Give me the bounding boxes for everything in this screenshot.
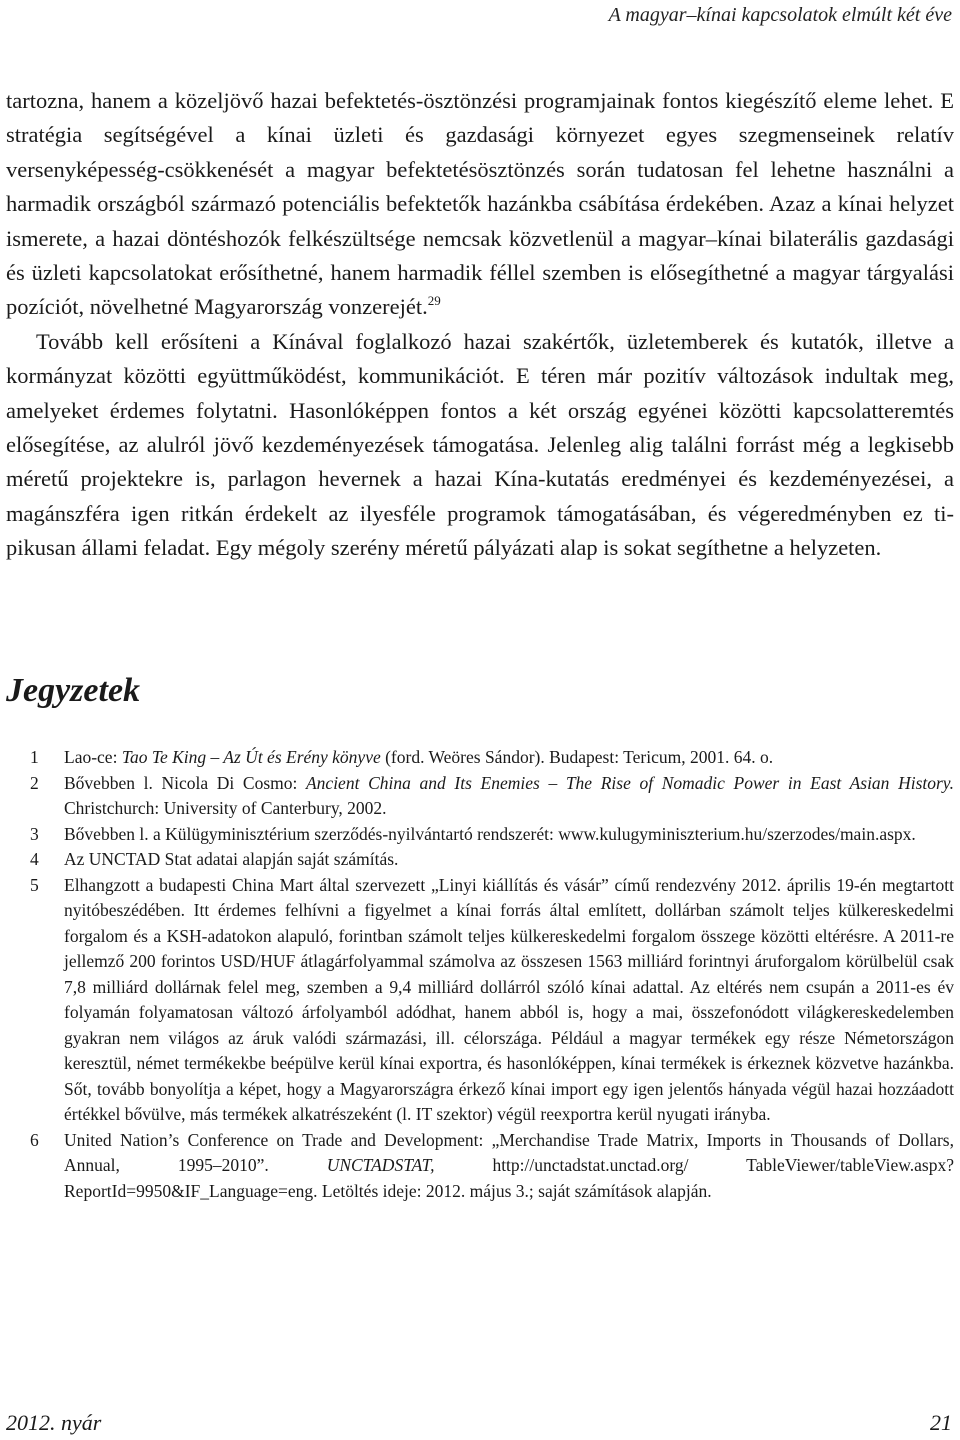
- page-number: 21: [930, 1410, 952, 1435]
- paragraph-2: Tovább kell erősíteni a Kínával foglalkozó hazai szakértők, üzletemberek és kutatók, illetve a kormányzat közötti együttműködést, kommunikációt. E téren már pozitív változások indultak meg, amelyeket érdemes folytatni. Hasonlóképpen fontos a két ország egyénei közötti kapcsolatteremtés elősegítése, az alulról jövő kezdeményezések támogatása. Jelenleg alig találni forrást még a legkisebb méretű projektekre is, parlagon hevernek a hazai Kína-kutatás eredményei és kezdeményezései, a magánszféra igen ritkán érdekelt az ilyesféle programok támogatásában, és végeredményben ez tipikusan állami feladat. Egy mégoly szerény méretű pályázati alap is sokat segíthetne a helyzeten.: [6, 328, 954, 561]
- note-text-plain: (ford. Weöres Sándor). Budapest: Tericum, 2001. 64. o.: [380, 747, 774, 767]
- note-number: 5: [30, 874, 39, 895]
- note-text-plain: Az UNCTAD Stat adatai alapján saját számítás.: [64, 849, 399, 869]
- note-text-plain: United Nation’s Conference on Trade and Development: „Merchandise Trade Matrix, Imports in Thousands of Dollars, Annual, 1995–2010”.: [64, 1129, 954, 1175]
- note-number: 1: [30, 747, 39, 767]
- note-text: [64, 873, 954, 1128]
- note-1: [6, 745, 954, 771]
- note-text-plain: Elhangzott a budapesti China Mart által szervezett „Linyi kiállítás és vásár” című rendezvény 2012. április 19-én megtartott nyitóbeszédében. Itt érdemes felhívni a figyelmet a kínai forrás által említett, dollárban számolt teljes külkereskedelmi forgalom és a KSH-adatokon alapuló, forintban számolt teljes külkereskedelmi forgalom összege közötti eltérésre. A 2011-re jellemző 200 forintos USD/HUF átlagárfolyammal számolva az összesen 1563 milliárd forintnyi áruforgalom körülbelül csak 7,8 milliárd dollárnak felel meg, szemben a 9,4 milliárd dollárról szóló kínai adattal. Az eltérés nem csupán a 2011-es év folyamán folyamatosan változó árfolyamból adódhat, hanem abból is, hogy a mai, összefonódott világkereskedelemben gyakran nem világos az áruk valódi származási, ill. célországa. Például a magyar termékek egy része Németországon keresztül, német termékekbe beépülve kerül kínai exportra, és hasonlóképpen, kínai termékek is érkeznek közvetve hazánkba. Sőt, tovább bonyolítja a képet, hogy a Magyarországra érkező kínai import egy igen jelentős hányada végül hazai hozzáadott értékkel bővülve, más termékek alkatrészeként (l. IT szektor) végül reexportra kerül nyugati irányba.: [64, 874, 954, 1124]
- note-text-italic: Ancient China and Its Enemies – The Rise of Nomadic Power in East Asian History.: [305, 772, 954, 793]
- note-text: [64, 822, 954, 848]
- note-5: [6, 873, 954, 1128]
- note-text-plain: Christchurch: University of Canterbury, 2002.: [64, 798, 387, 818]
- running-head: A magyar–kínai kapcsolatok elmúlt két éve: [608, 4, 952, 26]
- note-text-italic: UNCTADSTAT,: [326, 1155, 435, 1175]
- note-text-italic: Tao Te King – Az Út és Erény könyve: [121, 747, 381, 767]
- note-number: 2: [30, 772, 39, 793]
- note-text-plain: http://unctadstat.unctad.org/ TableViewer/tableView.aspx?ReportId=9950&IF_Language=eng. Letöltés ideje: 2012. május 3.; saját számítások alapján.: [64, 1155, 954, 1201]
- body-text: [6, 84, 954, 566]
- note-text-plain: Bővebben l. Nicola Di Cosmo:: [64, 772, 306, 793]
- note-2: [6, 771, 954, 822]
- note-6: [6, 1128, 954, 1205]
- note-text-plain: Bővebben l. a Külügyminisztérium szerződés-nyilvántartó rendszerét: www.kulugyminiszterium.hu/szerzodes/main.aspx.: [64, 823, 916, 844]
- note-text: [64, 1128, 954, 1205]
- notes-heading: Jegyzetek: [6, 672, 141, 709]
- note-text-plain: Lao-ce:: [64, 747, 122, 767]
- note-text: [64, 847, 954, 873]
- note-3: [6, 822, 954, 848]
- notes-list: [6, 745, 954, 1204]
- note-4: [6, 847, 954, 873]
- note-number: 4: [30, 849, 39, 869]
- footer-issue: 2012. nyár: [6, 1410, 102, 1435]
- note-text: [64, 745, 954, 771]
- note-number: 3: [30, 823, 39, 844]
- note-number: 6: [30, 1129, 39, 1150]
- paragraph-1: [6, 84, 954, 325]
- note-text: [64, 771, 954, 822]
- paragraph-1-text: tartozna, hanem a közeljövő hazai befektetés-ösztönzési programjainak fontos kiegészítő eleme lehet. E stratégia segítségével a kínai üzleti és gazdasági környezet egyes szegmenseinek relatív versenyképesség-csökkenését a magyar befektetésösztönzés során tudatosan fel lehetne használni a harmadik országból származó potenciális befektetők hazánkba csábítása érdekében. Azaz a kínai helyzet ismerete, a hazai döntéshozók felkészültsége nemcsak közvetlenül a magyar–kínai bilaterális gazdasági és üzleti kapcsolatokat erősíthetné, hanem harmadik féllel szemben is elősegíthetné a magyar tárgyalási pozíciót, növelhetné Magyarország vonzerejét.: [6, 88, 954, 320]
- footnote-ref-29: 29: [427, 293, 441, 309]
